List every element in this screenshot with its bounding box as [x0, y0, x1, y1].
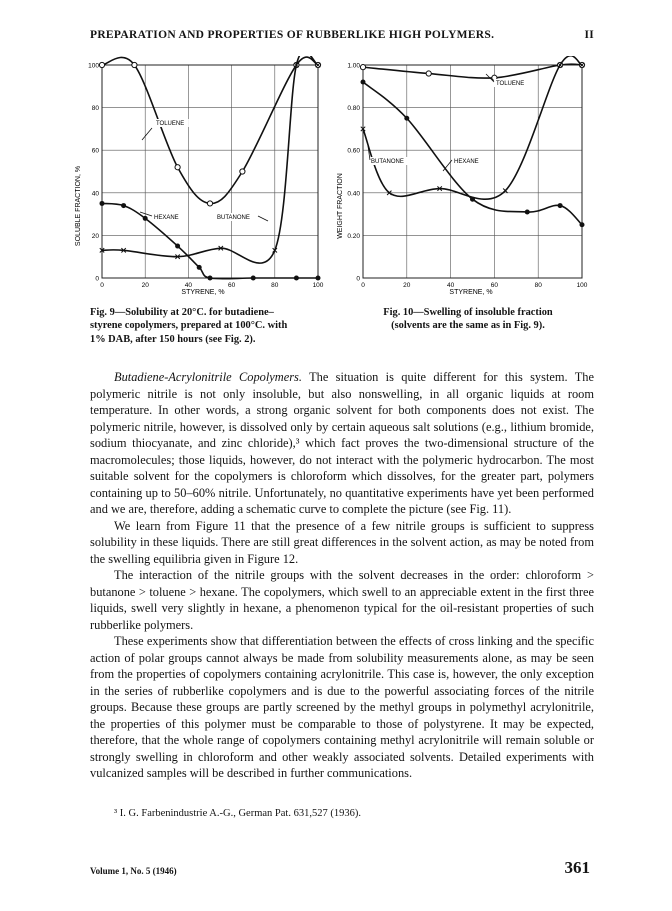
figure-9-chart: [72, 56, 332, 301]
data-point: [143, 216, 148, 221]
data-point: [558, 203, 563, 208]
caption-line: 1% DAB, after 150 hours (see Fig. 2).: [90, 333, 256, 345]
caption-line: Fig. 10—Swelling of insoluble fraction: [383, 307, 553, 318]
y-tick-label: 1.00: [347, 62, 360, 70]
data-point: [294, 276, 299, 281]
fig10-grid: [363, 65, 582, 278]
data-point: [240, 169, 245, 174]
y-tick-label: 80: [91, 105, 99, 113]
x-tick-label: 20: [141, 282, 149, 289]
fig10-yticks: [347, 63, 360, 283]
running-head-title: PREPARATION AND PROPERTIES OF RUBBERLIKE HIGH POLYMERS.: [90, 29, 495, 41]
figure-9-caption: [90, 306, 335, 346]
y-tick-label: 0: [95, 275, 99, 283]
fig10-xlabel: STYRENE, %: [449, 289, 493, 296]
page-number: 361: [564, 858, 590, 877]
fig9-axes: [102, 65, 318, 278]
footer-volume: Volume 1, No. 5 (1946): [90, 866, 177, 876]
x-tick-label: 80: [271, 282, 279, 289]
x-tick-label: 20: [403, 282, 411, 289]
data-point: [503, 188, 507, 192]
running-head: [90, 29, 594, 41]
y-tick-label: 0: [356, 275, 360, 283]
data-point: [175, 244, 180, 249]
fig9-labels: [140, 119, 268, 221]
y-tick-label: 60: [91, 147, 99, 155]
plot-frame: [102, 65, 318, 278]
x-tick-label: 0: [361, 282, 365, 289]
data-point: [121, 203, 126, 208]
data-point: [361, 80, 366, 85]
x-tick-label: 80: [534, 282, 542, 289]
paragraph: We learn from Figure 11 that the presence of a few nitrile groups is sufficient to suppress solubility in these liquids. There are still great differences in the solvent action, as may be noted from the swelling equilibria given in Figure 12.: [90, 518, 594, 566]
series-label: BUTANONE: [217, 215, 250, 221]
fig9-xticks: [100, 282, 324, 289]
data-point: [175, 165, 180, 170]
series-line-hexane: [363, 82, 582, 225]
x-tick-label: 60: [227, 282, 236, 289]
paragraph-text: The situation is quite different for this system. The polymeric nitrile is not only insoluble, but also nonswelling, in all organic liquids at room temperature. In other words, a strong organic solvent for both components does not exist. The polymeric nitrile, however, is dissolved only by certain aqueous salt solutions (e.g., lithium bromide, sodium thiocyanate, and zinc chloride),³ which fact proves the two-dimensional structure of the macromolecules; those liquids, however, do not interact with the polymeric hydrocarbon. The most suitable solvent for the copolymers is chloroform which dissolves, for the greater part, polymers containing up to 50–60% nitrile. Unfortunately, no quantitative experiments have yet been performed and we are, therefore, adding a schematic curve to complete the picture (see Fig. 11).: [90, 370, 594, 516]
x-tick-label: 60: [490, 282, 499, 289]
data-point: [580, 222, 585, 227]
x-tick-label: 100: [312, 282, 324, 289]
x-tick-label: 100: [576, 282, 588, 289]
data-point: [426, 71, 431, 76]
section-title: Butadiene-Acrylonitrile Copolymers.: [114, 370, 302, 384]
series-line-hexane: [102, 203, 318, 278]
y-tick-label: 40: [91, 190, 99, 198]
fig9-yticks: [88, 63, 99, 283]
fig10-xticks: [361, 282, 588, 289]
footnote: ³ I. G. Farbenindustrie A.-G., German Pat. 631,527 (1936).: [114, 808, 361, 819]
fig9-series: [99, 56, 320, 281]
y-tick-label: 100: [88, 62, 99, 70]
data-point: [404, 116, 409, 121]
series-label: BUTANONE: [371, 159, 404, 165]
series-label-leader: [142, 128, 152, 140]
y-tick-label: 0.20: [347, 232, 360, 240]
fig9-ylabel: SOLUBLE FRACTION, %: [75, 165, 82, 247]
fig10-axes: [363, 65, 582, 278]
series-label: TOLUENE: [156, 121, 185, 127]
data-point: [99, 62, 104, 67]
data-point: [208, 276, 213, 281]
data-point: [360, 65, 365, 70]
data-point: [251, 276, 256, 281]
y-tick-label: 0.60: [347, 147, 360, 155]
paragraph: The interaction of the nitrile groups with the solvent decreases in the order: chloroform > butanone > toluene > hexane. The copolymers, which swell to an appreciable extent in the first three liquids, swell very slightly in hexane, a phenomenon typical for the oil-resistant properties of such rubberlike polymers.: [90, 568, 594, 632]
caption-line: Fig. 9—Solubility at 20°C. for butadiene–: [90, 307, 274, 318]
x-tick-label: 40: [446, 282, 455, 289]
data-point: [525, 209, 530, 214]
fig9-grid: [102, 65, 318, 278]
series-label-leader: [258, 216, 268, 221]
data-point: [100, 201, 105, 206]
series-label: HEXANE: [454, 159, 479, 165]
series-line-toluene: [363, 64, 582, 78]
x-tick-label: 40: [184, 282, 193, 289]
series-label: TOLUENE: [496, 81, 525, 87]
paragraph: [90, 369, 594, 518]
fig10-series: [360, 56, 584, 227]
plot-frame: [363, 65, 582, 278]
body-text: [90, 369, 594, 782]
y-tick-label: 0.40: [347, 190, 360, 198]
y-tick-label: 20: [91, 232, 99, 240]
caption-line: (solvents are the same as in Fig. 9).: [391, 320, 545, 332]
fig10-ylabel: WEIGHT FRACTION: [337, 173, 344, 239]
figure-10-chart: [331, 56, 596, 301]
data-point: [132, 62, 137, 67]
paragraph: These experiments show that differentiation between the effects of cross linking and the specific action of polar groups cannot always be made from solubility measurements alone, as may be seen from the properties of copolymers containing acrylonitrile. This case is, however, the only exception in the series of rubberlike copolymers and is due to the powerful associating forces of the nitrile groups. Because these groups are partly screened by the methyl groups in polymethyl acrylonitrile, the properties of this polymer must be comparable to those of polystyrene. It may be expected, therefore, that the whole range of copolymers containing methyl acrylonitrile will remain soluble or strongly swelling in chloroform and other weakly associated solvents. Detailed experiments with vulcanized samples will be described in further communications.: [90, 634, 594, 780]
y-tick-label: 0.80: [347, 105, 360, 113]
fig10-labels: [368, 74, 529, 171]
series-line-butanone: [102, 56, 318, 263]
data-point: [316, 276, 321, 281]
data-point: [197, 265, 202, 270]
x-tick-label: 0: [100, 282, 104, 289]
series-label: HEXANE: [154, 215, 179, 221]
running-head-section: II: [584, 29, 594, 41]
data-point: [207, 201, 212, 206]
figure-10-caption: [345, 306, 591, 333]
caption-line: styrene copolymers, prepared at 100°C. with: [90, 320, 288, 332]
fig9-xlabel: STYRENE, %: [181, 289, 225, 296]
